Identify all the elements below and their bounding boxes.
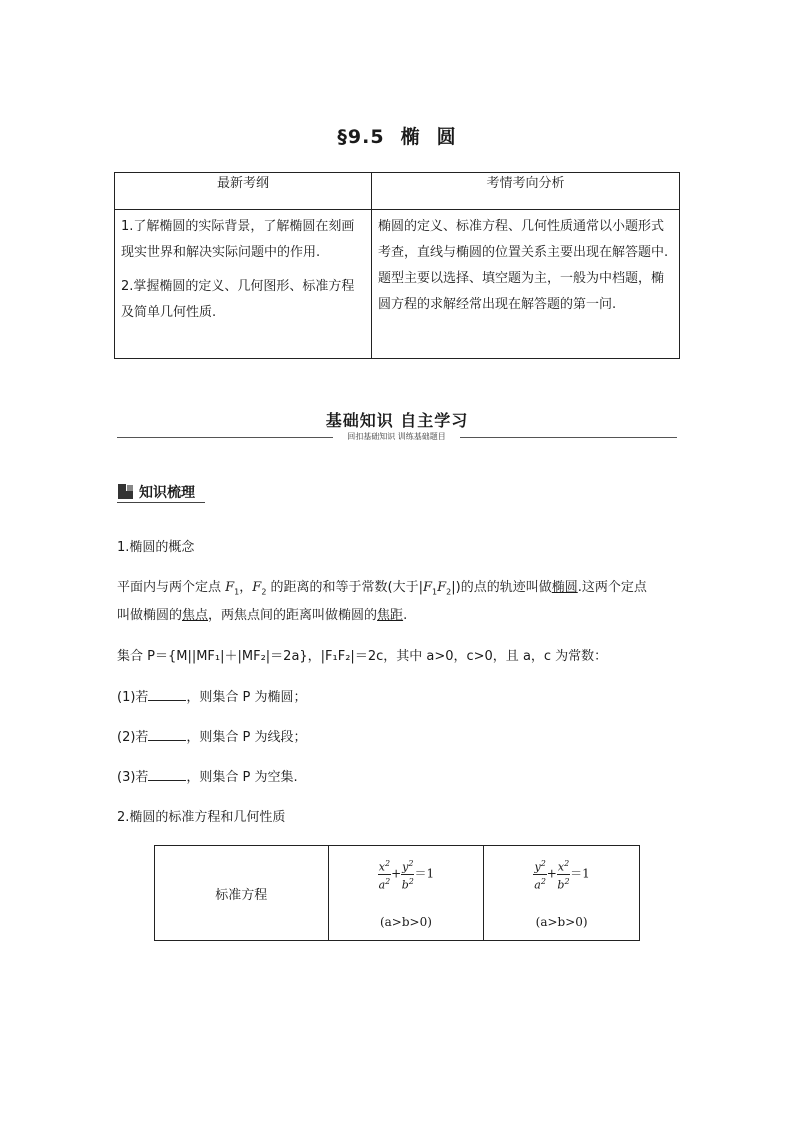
- outline-col1-header: 最新考纲: [115, 173, 372, 210]
- set-definition: 集合 P＝{M||MF₁|＋|MF₂|＝2a}，|F₁F₂|＝2c，其中 a>0，c>0，且 a，c 为常数：: [117, 649, 608, 664]
- concept-heading: 1.椭圆的概念: [117, 540, 195, 555]
- outline-item-2: 2.掌握椭圆的定义、几何图形、标准方程及简单几何性质.: [121, 279, 355, 320]
- standard-row-label: 标准方程: [155, 846, 329, 941]
- outline-table: [114, 172, 680, 359]
- section-rule-right: [460, 437, 677, 438]
- case-3: (3)若 ，则集合 P 为空集.: [117, 770, 298, 785]
- fill-blank-2[interactable]: [148, 728, 186, 741]
- condition-horizontal: (a>b>0): [379, 915, 432, 930]
- fill-blank-3[interactable]: [148, 768, 186, 781]
- square-bullet-icon-inner: [127, 485, 133, 491]
- term-focal-distance: 焦距: [377, 608, 404, 623]
- section-heading: 基础知识 自主学习: [325, 411, 469, 430]
- standard-equation-table: [154, 845, 640, 941]
- condition-vertical: (a>b>0): [535, 915, 588, 930]
- page-title: §9.5 椭 圆: [337, 126, 457, 148]
- section-subtitle: 回扣基础知识 训练基础题目: [347, 432, 446, 441]
- fill-blank-1[interactable]: [148, 688, 186, 701]
- standard-eq-horizontal: $\frac{x^2}{a^2}$ + $\frac{y^2}{b^2}$ ＝1 (a>b>0): [328, 846, 484, 941]
- concept-line-2: 叫做椭圆的焦点，两焦点间的距离叫做椭圆的焦距.: [117, 608, 408, 623]
- section-rule-left: [117, 437, 333, 438]
- outline-col2-cell: [372, 210, 680, 359]
- outline-item-1: 1.了解椭圆的实际背景，了解椭圆在刻画现实世界和解决实际问题中的作用.: [121, 219, 355, 260]
- outline-col2-header: 考情考向分析: [372, 173, 680, 210]
- outline-analysis-text: 椭圆的定义、标准方程、几何性质通常以小题形式考查，直线与椭圆的位置关系主要出现在解答题中.题型主要以选择、填空题为主，一般为中档题，椭圆方程的求解经常出现在解答题的第一问.: [378, 219, 669, 312]
- outline-col1-cell: [115, 210, 372, 359]
- case-2: (2)若 ，则集合 P 为线段；: [117, 730, 307, 745]
- standard-heading: 2.椭圆的标准方程和几何性质: [117, 810, 286, 825]
- case-1: (1)若 ，则集合 P 为椭圆；: [117, 690, 307, 705]
- knowledge-label: 知识梳理: [139, 485, 195, 501]
- concept-line-1: 平面内与两个定点 $F_1$，$F_2$ 的距离的和等于常数(大于$|F_1F_2|$)的点的轨迹叫做椭圆.这两个定点: [117, 580, 647, 597]
- term-focus: 焦点: [182, 608, 209, 623]
- term-ellipse: 椭圆: [551, 580, 578, 595]
- standard-eq-vertical: $\frac{y^2}{a^2}$ + $\frac{x^2}{b^2}$ ＝1 (a>b>0): [484, 846, 640, 941]
